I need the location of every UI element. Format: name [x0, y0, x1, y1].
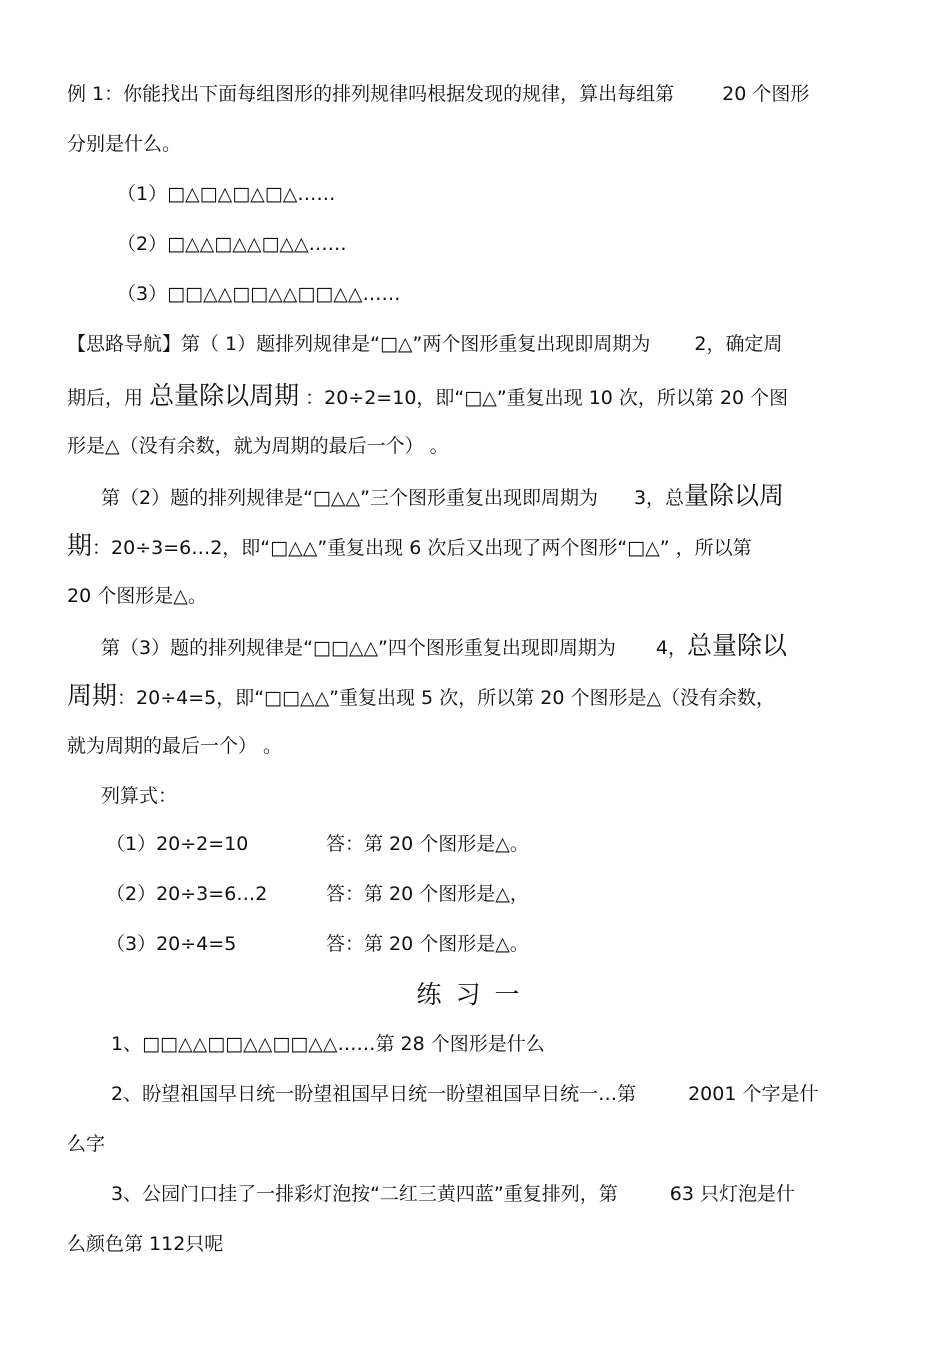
guide-p1-line-2: 期后，用 总量除以周期 ：20÷2=10，即“□△”重复出现 10 次，所以第 20 个图	[67, 381, 789, 410]
formulas-label: 列算式：	[101, 785, 178, 807]
sequence-2: （2）□△△□△△□△△……	[117, 233, 347, 255]
guide-p2-line-2: 期：20÷3=6…2，即“□△△”重复出现 6 次后又出现了两个图形“□△” ，所以第	[67, 531, 752, 560]
example-line-1: 例 1：你能找出下面每组图形的排列规律吗根据发现的规律，算出每组第 20 个图形	[67, 83, 810, 105]
guide-p1-line-3: 形是△（没有余数，就为周期的最后一个） 。	[67, 435, 449, 457]
document-page: 例 1：你能找出下面每组图形的排列规律吗根据发现的规律，算出每组第 20 个图形 分别是什么。 （1）□△□△□△□△…… （2）□△△□△△□△△…… （3）□□△△□□△△□□△△…… 【思路导航】第（ 1）题排列规律是“□△”两个图形重复出现即周期为 2，确定周 期后，用 总量除以周期 ：20÷2=10，即“□△”重复出现 10 次，所以第 20 个图 形是△（没有余数，就为周期的最后一个） 。 第（2）题的排列规律是“□△△”三个图形重复出现即周期为 3，总量除以周 期：20÷3=6…2，即“□△△”重复出现 6 次后又出现了两个图形“□△” ，所以第 20 个图形是△。 第（3）题的排列规律是“□□△△”四个图形重复出现即周期为 4，总量除以 周期：20÷4=5，即“□□△△”重复出现 5 次，所以第 20 个图形是△（没有余数， 就为周期的最后一个） 。 列算式： （1）20÷2=10 答：第 20 个图形是△。 （2）20÷3=6…2 答：第 20 个图形是△， （3）20÷4=5 答：第 20 个图形是△。 练习一 1、□□△△□□△△□□△△……第 28 个图形是什么 2、盼望祖国早日统一盼望祖国早日统一盼望祖国早日统一…第 2001 个字是什 么字 3、公园门口挂了一排彩灯泡按“二红三黄四蓝”重复排列，第 63 只灯泡是什 么颜色第 112只呢	[0, 0, 950, 1345]
guide-p3-line-2: 周期：20÷4=5，即“□□△△”重复出现 5 次，所以第 20 个图形是△（没有余数，	[67, 681, 776, 710]
guide-p2-line-3: 20 个图形是△。	[67, 585, 207, 607]
guide-p3-line-3: 就为周期的最后一个） 。	[67, 735, 283, 757]
exercise-title: 练习一	[416, 980, 534, 1009]
exercise-question-3-line-1: 3、公园门口挂了一排彩灯泡按“二红三黄四蓝”重复排列，第 63 只灯泡是什	[111, 1183, 795, 1205]
emphasis-text: 周期	[67, 681, 118, 710]
emphasis-text: 量除以周	[684, 481, 785, 510]
exercise-question-3-line-2: 么颜色第 112只呢	[67, 1233, 224, 1255]
exercise-question-2-line-1: 2、盼望祖国早日统一盼望祖国早日统一盼望祖国早日统一…第 2001 个字是什	[111, 1083, 819, 1105]
sequence-3: （3）□□△△□□△△□□△△……	[117, 283, 401, 305]
example-line-2: 分别是什么。	[67, 133, 182, 155]
emphasis-text: 总量除以	[687, 631, 788, 660]
guide-p1-line-1: 【思路导航】第（ 1）题排列规律是“□△”两个图形重复出现即周期为 2，确定周	[67, 333, 783, 355]
exercise-question-2-line-2: 么字	[67, 1133, 106, 1155]
emphasis-text: 期	[67, 531, 93, 560]
emphasis-text: 总量除以周期	[149, 381, 300, 410]
guide-p3-line-1: 第（3）题的排列规律是“□□△△”四个图形重复出现即周期为 4，总量除以	[101, 631, 788, 660]
sequence-1: （1）□△□△□△□△……	[117, 183, 336, 205]
exercise-question-1: 1、□□△△□□△△□□△△……第 28 个图形是什么	[111, 1033, 545, 1055]
guide-p2-line-1: 第（2）题的排列规律是“□△△”三个图形重复出现即周期为 3，总量除以周	[101, 481, 785, 510]
